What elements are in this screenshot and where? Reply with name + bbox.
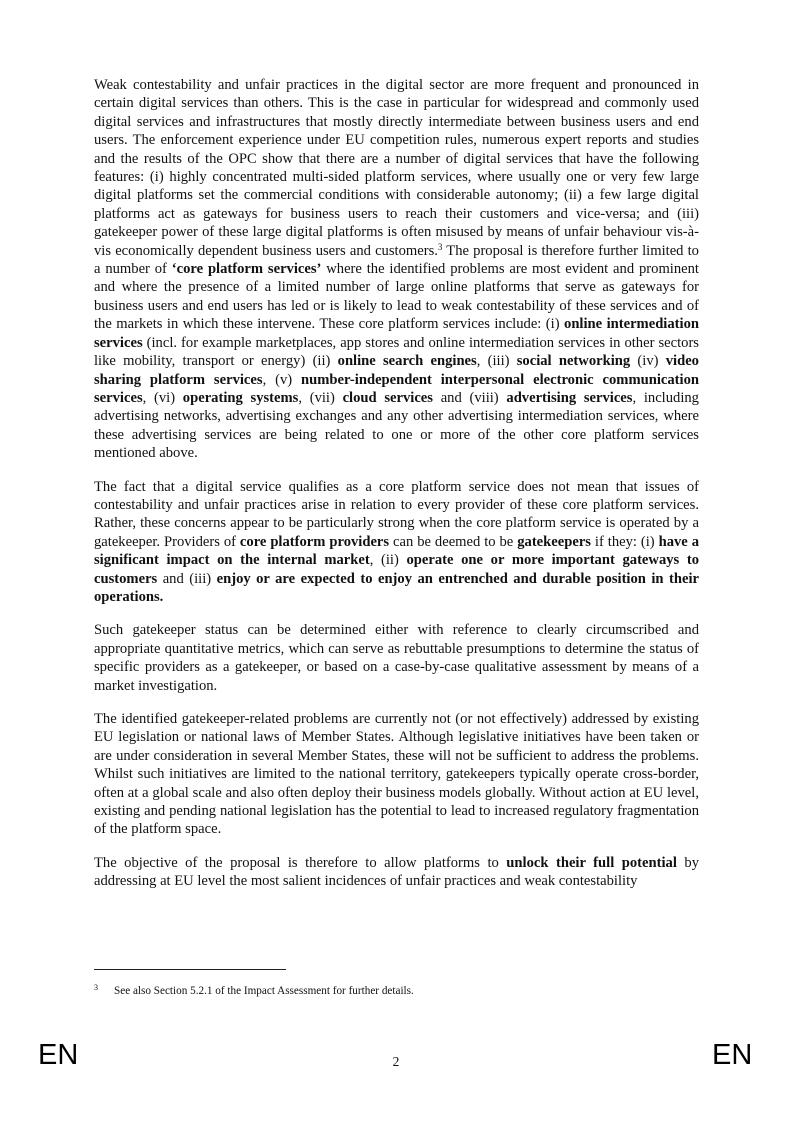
paragraph-gatekeeper-problems: The identified gatekeeper-related problems are currently not (or not effectively) addressed by existing EU legislation or national laws of Member States. Although legislative initiatives have been taken or are under consideration in several Member States, these will not be sufficient to address the problems. Whilst such initiatives are limited to the national territory, gatekeepers typically operate cross-border, often at a global scale and also often deploy their business models globally. Without action at EU level, existing and pending national legislation has the potential to lead to increased regulatory fragmentation of the platform space. — [94, 711, 699, 838]
paragraph-objective: The objective of the proposal is therefore to allow platforms to unlock their full potential by addressing at EU level the most salient incidences of unfair practices and weak contestability — [94, 854, 699, 890]
language-label-left: EN — [38, 1039, 79, 1071]
paragraph-gatekeeper-status: Such gatekeeper status can be determined either with reference to clearly circumscribed and appropriate quantitative metrics, which can serve as rebuttable presumptions to determine the status of specific providers as a gatekeeper, or based on a case-by-case qualitative assessment by means of a market investigation. — [94, 622, 699, 694]
footnote-separator — [94, 969, 286, 970]
page-number: 2 — [392, 1054, 400, 1069]
footnote-number: 3 — [94, 983, 98, 992]
footnote-text: See also Section 5.2.1 of the Impact Assessment for further details. — [114, 985, 414, 997]
paragraph-gatekeepers: The fact that a digital service qualifies as a core platform service does not mean that issues of contestability and unfair practices arise in relation to every provider of these core platform services. Rather, these concerns appear to be particularly strong when the core platform service is operated by a gatekeeper. Providers of core platform providers can be deemed to be gatekeepers if they: (i) have a significant impact on the internal market, (ii) operate one or more important gateways to customers and (iii) enjoy or are expected to enjoy an entrenched and durable position in their operations. — [94, 478, 700, 605]
footnote-reference[interactable]: 3 — [437, 241, 443, 252]
footnote — [94, 981, 699, 998]
paragraph-core-platform-services: Weak contestability and unfair practices in the digital sector are more frequent and pronounced in certain digital services than others. This is the case in particular for widespread and commonly used digital services and infrastructures that mostly directly intermediate between business users and end users. The enforcement experience under EU competition rules, numerous expert reports and studies and the results of the OPC show that there are a number of digital services that have the following features: (i) highly concentrated multi-sided platform services, where usually one or very few large digital platforms set the commercial conditions with considerable autonomy; (ii) a few large digital platforms act as gateways for business users to reach their customers and vice-versa; and (iii) gatekeeper power of these large digital platforms is often misused by means of unfair behaviour vis-à-vis economically dependent business users and customers.$^3$ The proposal is therefore further limited to a number of ‘core platform services’ where the identified problems are most evident and prominent and where the presence of a limited number of large online platforms that serve as gateways for business users and end users has led or is likely to lead to weak contestability of these services and of the markets in which these intervene. These core platform services include: (i) online intermediation services (incl. for example marketplaces, app stores and online intermediation services in other sectors like mobility, transport or energy) (ii) online search engines, (iii) social networking (iv) video sharing platform services, (v) number-independent interpersonal electronic communication services, (vi) operating systems, (vii) cloud services and (viii) advertising services, including advertising networks, advertising exchanges and any other advertising intermediation services, where these advertising services are being related to one or more of the other core platform services mentioned above. — [94, 77, 699, 462]
document-body — [94, 76, 699, 906]
bold-core-platform-services: ‘core platform services’ — [171, 261, 322, 278]
language-label-right: EN — [712, 1039, 753, 1071]
